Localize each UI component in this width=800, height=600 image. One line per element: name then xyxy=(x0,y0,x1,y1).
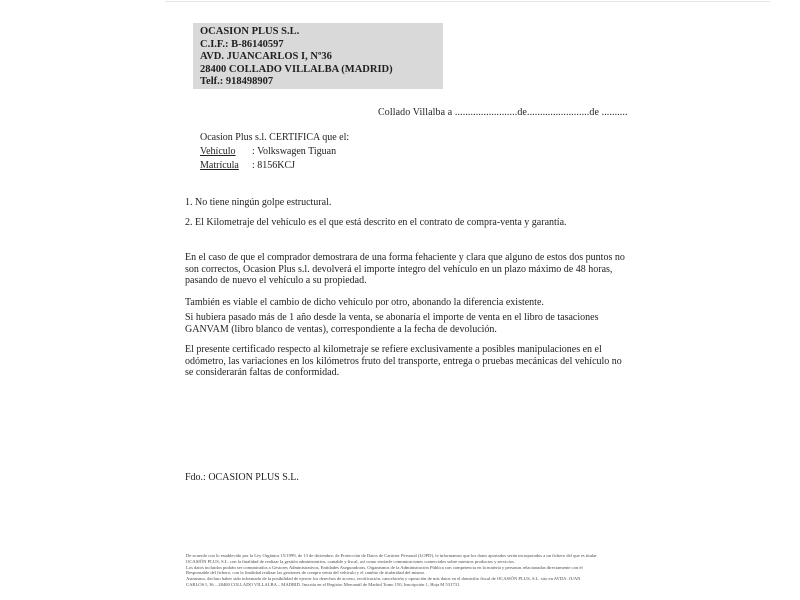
paragraph-vehicle-exchange: También es viable el cambio de dicho vehículo por otro, abonando la diferencia existente. xyxy=(185,297,544,308)
signature-line: Fdo.: OCASION PLUS S.L. xyxy=(185,472,299,483)
legal-footer-line: CARLOS I, 36 – 28400 COLLADO VILLALBA – MADRID. Inscrita en el Registro Mercantil de Madrid Tomo 150, Inscripción 1, Hoja M 531731. xyxy=(186,581,461,587)
legal-footer-line: De acuerdo con lo establecido por la Ley Orgánica 15/1999, de 13 de diciembre, de Protección de Datos de Carácter Personal (LOPD), le informamos que los datos aportados serán incorporados a un fichero del que es titular xyxy=(186,553,597,558)
company-phone: Telf.: 918498907 xyxy=(200,76,274,88)
legal-footer xyxy=(186,553,626,588)
legal-footer-line: Asimismo, declaro haber sido informado de la posibilidad de ejercer los derechos de acceso, rectificación, cancelación y oposición de mis datos en el domicilio fiscal de OCASIÓN PLUS, S.L. sito en AVDA. JUAN xyxy=(186,576,581,582)
vehicle-label: Vehículo xyxy=(200,146,236,157)
vehicle-value: : Volkswagen Tiguan xyxy=(252,146,337,157)
legal-footer-line: Los datos incluidos podrán ser comunicados a Gestores Administrativos, Entidades Aseguradoras, Organismos de la Administración Pública con competencia en la materia y personas relacionadas directamente con el xyxy=(186,564,583,570)
paragraph-odometer-disclaimer: El presente certificado respecto al kilometraje se refiere exclusivamente a posibles manipulaciones en el odómetro, las variaciones en los kilómetros fruto del transporte, entrega o pruebas mecánicas del vehículo no se considerarán faltas de conformidad. xyxy=(185,344,622,379)
certified-point-2: 2. El Kilometraje del vehículo es el que está descrito en el contrato de compra-venta y garantía. xyxy=(185,217,567,228)
company-city: 28400 COLLADO VILLALBA (MADRID) xyxy=(200,63,393,75)
plate-value: : 8156KCJ xyxy=(252,160,296,171)
company-address: AVD. JUANCARLOS I, Nº36 xyxy=(200,51,332,63)
vehicle-field xyxy=(200,146,336,157)
paragraph-refund-terms: En el caso de que el comprador demostrara de una forma fehaciente y clara que alguno de estos dos puntos no son correctos, Ocasion Plus s.l. devolverá el importe íntegro del vehículo en un plazo máximo de 48 horas, pasando de nuevo el vehículo a su propiedad. xyxy=(185,252,625,287)
page-top-edge xyxy=(165,1,770,2)
company-header-block xyxy=(193,23,443,89)
date-fill-in-line: Collado Villalba a ........................de........................de .......... xyxy=(378,107,628,118)
company-name: OCASION PLUS S.L. xyxy=(200,26,300,37)
certificate-intro: Ocasion Plus s.l. CERTIFICA que el: xyxy=(200,132,350,143)
plate-field xyxy=(200,160,295,171)
paragraph-ganvam-valuation: Si hubiera pasado más de 1 año desde la venta, se abonaría el importe de venta en el libro de tasaciones GANVAM (libro blanco de ventas), correspondiente a la fecha de devolución. xyxy=(185,312,599,335)
company-cif: C.I.F.: B-86140597 xyxy=(200,38,284,50)
legal-footer-line: OCASIÓN PLUS, S.L. con la finalidad de realizar la gestión administrativa, contable y fiscal, así como enviarle comunicaciones comerciales sobre nuestros productos y servicios. xyxy=(186,558,515,564)
certified-point-1: 1. No tiene ningún golpe estructural. xyxy=(185,197,332,208)
plate-label: Matrícula xyxy=(200,160,239,171)
legal-footer-line: Responsable del fichero, con la finalidad realizar las gestiones de compra venta del vehículo y el cambio de titularidad del mismo. xyxy=(186,570,426,576)
